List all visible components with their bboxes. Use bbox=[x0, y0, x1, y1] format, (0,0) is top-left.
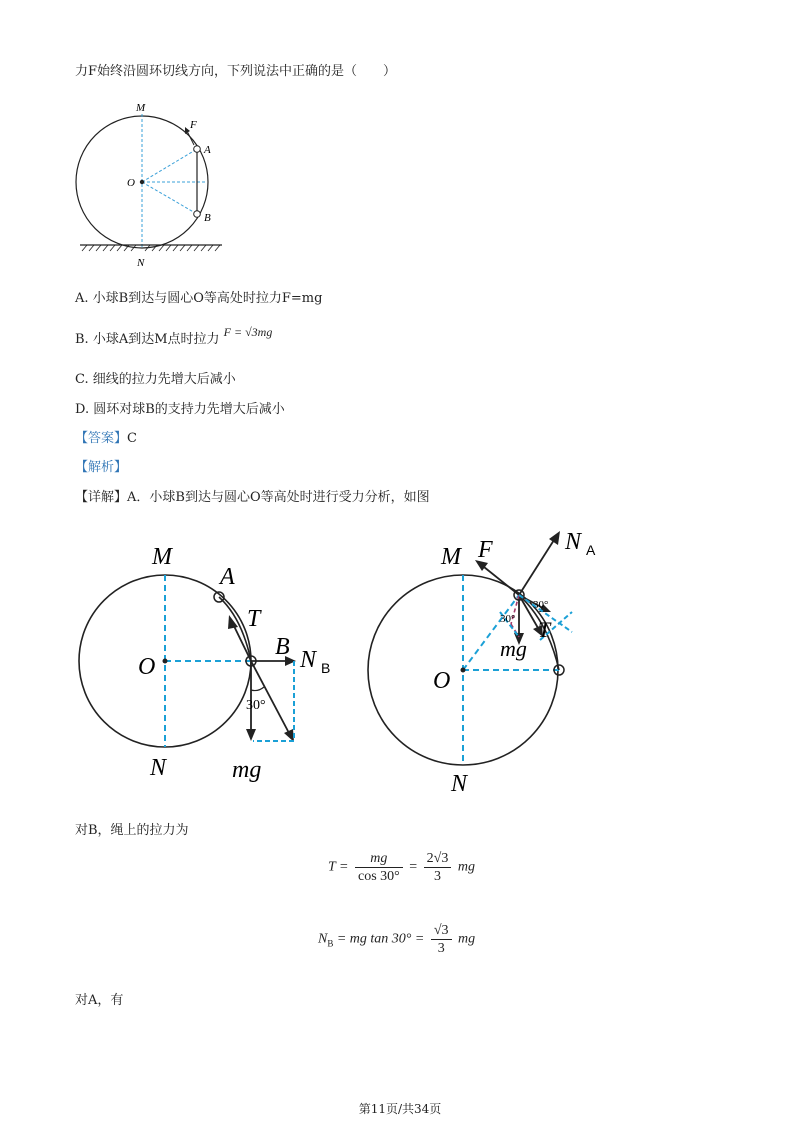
eq1-tail: mg bbox=[457, 859, 475, 875]
option-b-text: 小球A到达M点时拉力 bbox=[92, 332, 220, 347]
eq1-lhs: T = bbox=[328, 859, 349, 875]
fig2-label-angle: 30° bbox=[246, 698, 266, 713]
question-stem: 力F始终沿圆环切线方向，下列说法中正确的是（ ） bbox=[75, 64, 397, 79]
fig3-label-f: F bbox=[478, 537, 493, 563]
fig3-label-na: N bbox=[565, 529, 582, 555]
fig2-label-mg: mg bbox=[232, 757, 262, 783]
detail-label: 【详解】 bbox=[75, 490, 128, 505]
eq1-den1: cos 30° bbox=[357, 869, 400, 884]
fig3-label-mg: mg bbox=[500, 636, 527, 661]
eq2-lhs-sub: B bbox=[327, 938, 334, 949]
eq1-fraction-2 bbox=[424, 850, 452, 885]
eq2-fraction bbox=[431, 922, 452, 957]
eq1-equals: = bbox=[409, 859, 418, 875]
fig2-label-a: A bbox=[220, 564, 235, 590]
option-d-letter: D. bbox=[75, 402, 90, 417]
equation-normal-force-b bbox=[318, 922, 475, 957]
equation-tension bbox=[328, 850, 475, 885]
option-c-letter: C. bbox=[75, 372, 89, 387]
option-b-formula: F = √3mg bbox=[223, 325, 273, 339]
fig2-label-n: N bbox=[150, 755, 167, 781]
fig2-label-m: M bbox=[152, 544, 172, 570]
eq1-num2: 2√3 bbox=[424, 850, 452, 868]
eq1-fraction-1 bbox=[355, 850, 403, 885]
fig3-label-angle1: 30° bbox=[500, 613, 516, 625]
eq2-num: √3 bbox=[431, 922, 452, 940]
fig3-label-t: T bbox=[538, 617, 551, 642]
fig1-label-m: M bbox=[136, 102, 146, 114]
fig3-label-angle2: 30° bbox=[533, 599, 549, 611]
detail-text: A．小球B到达与圆心O等高处时进行受力分析，如图 bbox=[127, 490, 430, 505]
text-for-b: 对B，绳上的拉力为 bbox=[75, 823, 189, 838]
fig2-label-b: B bbox=[275, 634, 290, 660]
option-c-text: 细线的拉力先增大后减小 bbox=[92, 372, 236, 387]
option-b-letter: B. bbox=[75, 332, 89, 347]
fig2-label-o: O bbox=[138, 654, 156, 680]
fig1-label-o: O bbox=[127, 177, 135, 189]
fig2-label-nb-sub: B bbox=[321, 660, 331, 676]
analysis-label: 【解析】 bbox=[75, 460, 128, 475]
eq2-lhs: N bbox=[318, 931, 328, 947]
fig3-label-na-sub: A bbox=[586, 542, 596, 558]
fig1-label-b: B bbox=[204, 212, 211, 224]
option-a-letter: A. bbox=[75, 291, 89, 306]
eq1-den2: 3 bbox=[434, 869, 441, 884]
eq2-den: 3 bbox=[437, 941, 445, 956]
fig2-label-nb: N bbox=[300, 647, 317, 673]
answer-label: 【答案】 bbox=[75, 431, 128, 446]
fig3-label-o: O bbox=[433, 668, 451, 694]
fig3-label-n: N bbox=[451, 771, 468, 797]
fig1-label-n: N bbox=[137, 257, 145, 269]
option-a-text: 小球B到达与圆心O等高处时拉力F=mg bbox=[92, 291, 323, 306]
fig1-label-a: A bbox=[204, 144, 211, 156]
text-for-a: 对A，有 bbox=[75, 993, 124, 1008]
fig1-label-f: F bbox=[190, 119, 197, 131]
fig2-label-t: T bbox=[247, 606, 261, 632]
option-d-text: 圆环对球B的支持力先增大后减小 bbox=[93, 402, 285, 417]
eq1-num1: mg bbox=[355, 850, 403, 868]
fig3-label-m: M bbox=[441, 544, 461, 570]
page-footer: 第11页/共34页 bbox=[358, 1102, 442, 1116]
answer-value: C bbox=[127, 431, 137, 446]
eq2-mid: = mg tan 30° = bbox=[336, 931, 425, 947]
eq2-tail: mg bbox=[458, 931, 476, 947]
